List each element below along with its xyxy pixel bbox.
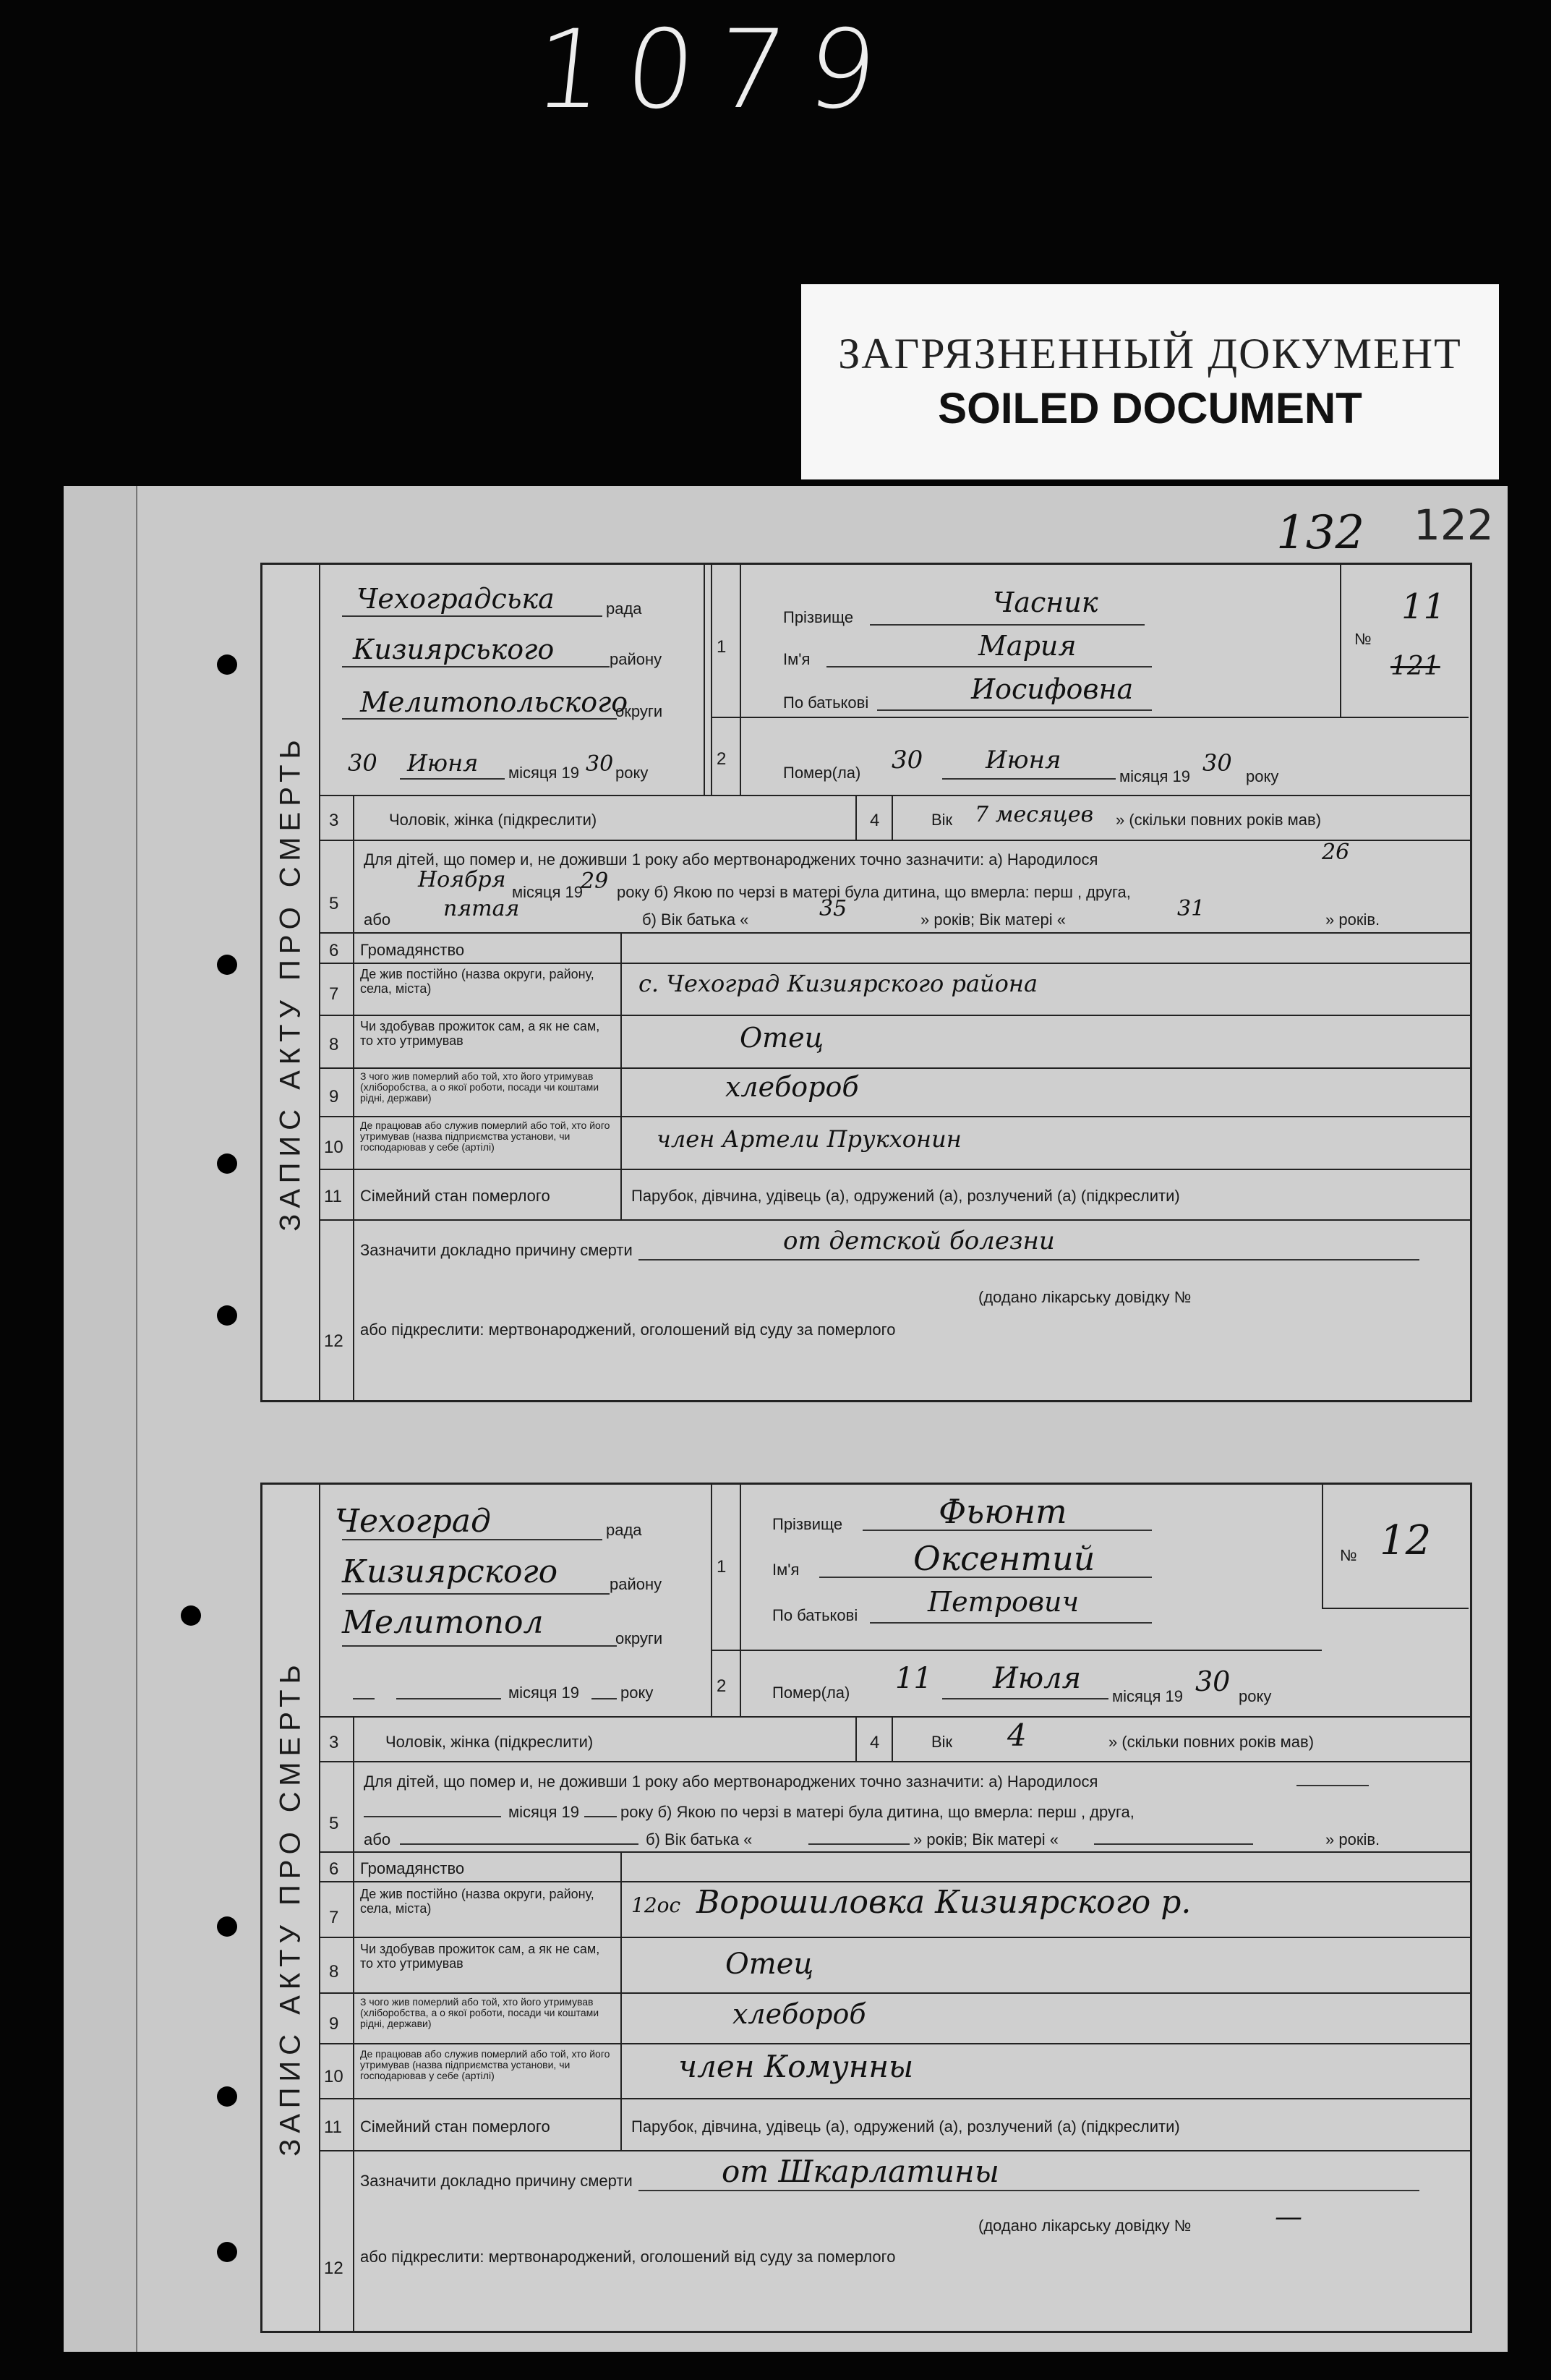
father-age: 35 <box>819 896 847 921</box>
row12-doctor-label: (додано лікарську довідку № <box>978 2217 1192 2235</box>
rada-value: Чехоград <box>335 1503 491 1540</box>
surname-label: Прізвище <box>783 608 854 626</box>
okrug-label: округи <box>615 702 663 720</box>
row11-label: Сімейний стан померлого <box>360 2117 550 2136</box>
reg-month-year-label: місяця 19 <box>508 1684 580 1702</box>
age-label: Вік <box>931 811 953 829</box>
children-line-3d: » років. <box>1325 1830 1380 1848</box>
okrug-label: округи <box>615 1629 663 1647</box>
age-note: » (скільки повних років мав) <box>1116 811 1322 829</box>
row8-value: Отец <box>740 1022 824 1054</box>
name-value: Мария <box>978 630 1077 662</box>
row9-value: хлебороб <box>732 1998 866 2030</box>
name-label: Ім'я <box>783 650 811 668</box>
number-label: № <box>1340 1546 1357 1564</box>
born-year: 29 <box>581 869 609 894</box>
raion-label: району <box>610 1575 662 1593</box>
surname-value: Часник <box>993 587 1098 618</box>
died-month: Июля <box>993 1662 1082 1695</box>
children-line-1: Для дітей, що помер и, не доживши 1 року або мертвонароджених точно зазначити: а) Народилося <box>364 1773 1098 1791</box>
row6-label: Громадянство <box>360 1859 465 1877</box>
patronymic-label: По батькові <box>772 1606 858 1624</box>
surname-label: Прізвище <box>772 1515 843 1533</box>
patronymic-label: По батькові <box>783 694 869 712</box>
died-month: Июня <box>986 746 1061 775</box>
children-line-3d: » років. <box>1325 910 1380 929</box>
name-label: Ім'я <box>772 1561 800 1579</box>
age-value: 7 месяцев <box>975 802 1094 827</box>
children-line-3b: б) Вік батька « <box>642 910 749 929</box>
row9-value: хлебороб <box>725 1071 859 1103</box>
punch-hole <box>217 1153 237 1174</box>
sex-label: Чоловік, жінка (підкреслити) <box>385 1733 594 1751</box>
row8-label: Чи здобував прожиток сам, а як не сам, то хто утримував <box>360 1942 600 1971</box>
died-label: Помер(ла) <box>772 1684 850 1702</box>
row11-options: Парубок, дівчина, удівець (а), одружений (а), розлучений (а) (підкреслити) <box>631 1187 1180 1205</box>
died-month-label: місяця 19 <box>1119 767 1191 785</box>
punch-hole <box>217 654 237 675</box>
child-order: пятая <box>443 896 520 921</box>
died-roku-label: року <box>1239 1687 1272 1705</box>
punch-hole <box>217 2086 237 2107</box>
row12-doctor-label: (додано лікарську довідку № <box>978 1288 1192 1306</box>
row7-prefix: 12ос <box>631 1893 681 1917</box>
children-line-3a: або <box>364 1830 391 1848</box>
reg-year: 30 <box>586 751 614 777</box>
row12-cause-value: от детской болезни <box>783 1227 1055 1255</box>
died-day: 11 <box>895 1662 932 1695</box>
reg-day: 30 <box>348 749 377 777</box>
patronymic-value: Петрович <box>928 1586 1080 1618</box>
patronymic-value: Иосифовна <box>971 673 1134 705</box>
punch-hole <box>217 1305 237 1326</box>
okrug-value: Мелитопольского <box>360 686 628 718</box>
children-line-3a: або <box>364 910 391 929</box>
rada-label: рада <box>606 600 642 618</box>
soiled-label-ru: ЗАГРЯЗНЕННЫЙ ДОКУМЕНТ <box>838 330 1462 378</box>
died-day: 30 <box>892 746 923 775</box>
row11-options: Парубок, дівчина, удівець (а), одружений (а), розлучений (а) (підкреслити) <box>631 2117 1180 2136</box>
death-record-2: ЗАПИС АКТУ ПРО СМЕРТЬ 1 2 Чехоград рада Кизиярского району Мелитопол округи місяця 19 року Прізвище Фьюнт Ім'я Оксентий По батькові Петрович № 12 Помер(ла) 11 Июля місяця 19 30 року 3 Чоловік, жінка (підкреслити) 4 Вік 4 » (скільки повних років мав) 5 Для дітей, що помер и, не доживши 1 року або мертвонароджених точно зазначити: а) Народилося місяця 19 року б) Якою по черзі в матері була дитина, що вмерла: перш , друга, або б) Вік батька « » років; Вік матері « » років. 6 Громадянство 7 Де жив постійно (назва округи, району, села, міста) 12ос Ворошиловка Кизиярского р. 8 Чи здобував прожиток сам, а як не сам, то хто утримував Отец 9 З чого жив померлий або той, хто його утримував (хліборобства, а о якої роботи, посади чи коштами рідні, держави) хлебороб 10 Де працював або служив померлий або той, хто його утримував (назва підприємства установи, чи господарював у себе (артілі) член Комунны 11 Сімейний стан померлого Парубок, дівчина, удівець (а), одружений (а), розлучений (а) (підкреслити) 12 Зазначити докладно причину смерти от Шкарлатины (додано лікарську довідку № — або підкреслити: мертвонароджений, оголошений від суду за померлого <box>260 1483 1472 2333</box>
row12-stillborn-label: або підкреслити: мертвонароджений, оголошений від суду за померлого <box>360 1321 896 1339</box>
children-line-3c: » років; Вік матері « <box>913 1830 1059 1848</box>
row12-stillborn-label: або підкреслити: мертвонароджений, оголошений від суду за померлого <box>360 2248 896 2266</box>
death-record-1: ЗАПИС АКТУ ПРО СМЕРТЬ 1 2 Чехоградська рада Кизиярського району Мелитопольского округи 30 Июня місяця 19 30 року Прізвище Часник Ім'я Мария По батькові Иосифовна № 11 121 Помер(ла) 30 Июня місяця 19 30 року 3 Чоловік, жінка (підкреслити) 4 Вік 7 месяцев » (скільки повних років мав) 5 Для дітей, що помер и, не доживши 1 року або мертвонароджених точно зазначити: а) Народилося 26 Ноября місяця 19 29 року б) Якою по черзі в матері була дитина, що вмерла: перш , друга, або пятая б) Вік батька « 35 » років; Вік матері « 31 » років. 6 Громадянство 7 Де жив постійно (назва округи, району, села, міста) с. Чехоград Кизиярского района 8 Чи здобував прожиток сам, а як не сам, то хто утримував Отец 9 З чого жив померлий або той, хто його утримував (хліборобства, а о якої роботи, посади чи коштами рідні, держави) хлебороб 10 Де працював або служив померлий або той, хто його утримував (назва підприємства установи, чи господарював у себе (артілі) член Артели Прукхонин 11 Сімейний стан померлого Парубок, дівчина, удівець (а), одружений (а), розлучений (а) (підкреслити) 12 Зазначити докладно причину смерти от детской болезни (додано лікарську довідку № або підкреслити: мертвонароджений, оголошений від суду за померлого <box>260 563 1472 1402</box>
died-month-label: місяця 19 <box>1112 1687 1184 1705</box>
rada-label: рада <box>606 1521 642 1539</box>
row9-label: З чого жив померлий або той, хто його утримував (хліборобства, а о якої роботи, посади чи коштами рідні, держави) <box>360 1996 599 2029</box>
soiled-document-label <box>801 284 1499 479</box>
surname-value: Фьюнт <box>939 1492 1067 1531</box>
punch-hole <box>217 1916 237 1937</box>
row9-label: З чого жив померлий або той, хто його утримував (хліборобства, а о якої роботи, посади чи коштами рідні, держави) <box>360 1070 599 1104</box>
raion-value: Кизиярського <box>353 634 555 665</box>
row10-label: Де працював або служив померлий або той, хто його утримував (назва підприємства установи, чи господарював у себе (артілі) <box>360 2048 610 2081</box>
archive-number: 1079 <box>528 7 905 133</box>
row12-cause-label: Зазначити докладно причину смерти <box>360 1241 633 1259</box>
children-line-2b: року б) Якою по черзі в матері була дитина, що вмерла: перш , друга, <box>620 1803 1135 1821</box>
number-label: № <box>1354 630 1372 648</box>
children-line-3b: б) Вік батька « <box>646 1830 753 1848</box>
punch-hole <box>181 1605 201 1626</box>
row8-value: Отец <box>725 1948 814 1981</box>
row7-label: Де жив постійно (назва округи, району, села, міста) <box>360 1887 594 1916</box>
children-line-2a: місяця 19 <box>512 883 584 901</box>
reg-month: Июня <box>407 749 479 777</box>
row7-label: Де жив постійно (назва округи, району, села, міста) <box>360 967 594 996</box>
raion-value: Кизиярского <box>342 1553 558 1590</box>
record-number: 12 <box>1380 1517 1432 1564</box>
children-line-2b: року б) Якою по черзі в матері була дитина, що вмерла: перш , друга, <box>617 883 1131 901</box>
row12-cause-value: от Шкарлатины <box>722 2154 999 2189</box>
reg-roku-label: року <box>620 1684 654 1702</box>
died-roku-label: року <box>1246 767 1279 785</box>
row8-label: Чи здобував прожиток сам, а як не сам, то хто утримував <box>360 1019 600 1048</box>
okrug-value: Мелитопол <box>342 1604 544 1641</box>
age-label: Вік <box>931 1733 953 1751</box>
age-value: 4 <box>1007 1718 1027 1753</box>
died-label: Помер(ла) <box>783 764 861 782</box>
page-number-stamp: 132 <box>1276 506 1365 560</box>
died-year: 30 <box>1195 1665 1231 1697</box>
children-line-2a: місяця 19 <box>508 1803 580 1821</box>
record-side-title: ЗАПИС АКТУ ПРО СМЕРТЬ <box>262 1485 320 2331</box>
died-year: 30 <box>1202 749 1232 777</box>
row11-label: Сімейний стан померлого <box>360 1187 550 1205</box>
children-line-3c: » років; Вік матері « <box>920 910 1066 929</box>
record-number-crossed: 121 <box>1390 652 1440 681</box>
punch-hole <box>217 955 237 975</box>
raion-label: району <box>610 650 662 668</box>
row10-value: член Комунны <box>678 2049 914 2084</box>
age-note: » (скільки повних років мав) <box>1108 1733 1315 1751</box>
rada-value: Чехоградська <box>356 583 555 615</box>
children-line-1: Для дітей, що помер и, не доживши 1 року або мертвонароджених точно зазначити: а) Народилося <box>364 850 1098 869</box>
row7-value: с. Чехоград Кизиярского района <box>638 970 1038 997</box>
reg-roku-label: року <box>615 764 649 782</box>
born-day: 26 <box>1322 840 1350 865</box>
mother-age: 31 <box>1177 896 1205 921</box>
row7-value: Ворошиловка Кизиярского р. <box>696 1884 1192 1921</box>
row10-value: член Артели Прукхонин <box>657 1125 962 1153</box>
page-number: 122 <box>1414 500 1494 550</box>
binding-strip <box>64 486 138 2352</box>
sex-label: Чоловік, жінка (підкреслити) <box>389 811 597 829</box>
row10-label: Де працював або служив померлий або той, хто його утримував (назва підприємства установи, чи господарював у себе (артілі) <box>360 1119 610 1153</box>
reg-month-year-label: місяця 19 <box>508 764 580 782</box>
row12-doctor-no: — <box>1275 2201 1302 2232</box>
record-side-title: ЗАПИС АКТУ ПРО СМЕРТЬ <box>262 565 320 1400</box>
row6-label: Громадянство <box>360 941 465 959</box>
record-number: 11 <box>1401 587 1446 627</box>
name-value: Оксентий <box>913 1539 1095 1578</box>
punch-hole <box>217 2242 237 2262</box>
soiled-label-en: SOILED DOCUMENT <box>938 384 1362 432</box>
row12-cause-label: Зазначити докладно причину смерти <box>360 2172 633 2190</box>
born-month: Ноября <box>418 867 506 892</box>
